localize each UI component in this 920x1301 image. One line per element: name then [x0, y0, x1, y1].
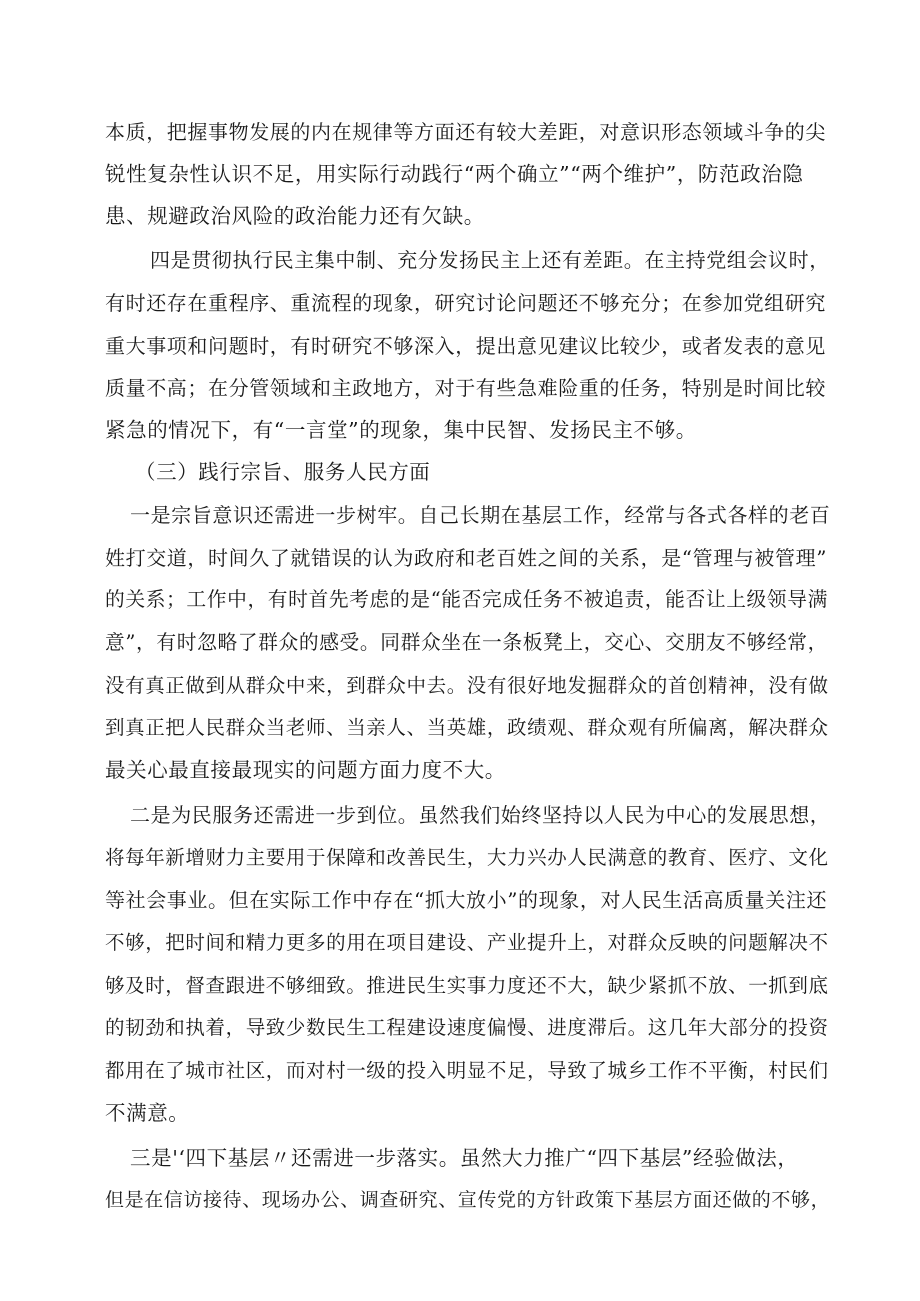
text-line-24: 不满意。 [105, 1101, 190, 1125]
section-heading: （三）践行宗旨、服务人民方面 [135, 460, 431, 484]
text-line-1: 本质，把握事物发展的内在规律等方面还有较大差距，对意识形态领域斗争的尖 [105, 120, 826, 144]
text-line-26: 但是在信访接待、现场办公、调查研究、宣传党的方针政策下基层方面还做的不够， [105, 1189, 831, 1211]
text-line-3: 患、规避政治风险的政治能力还有欠缺。 [105, 204, 485, 228]
text-line-16: 最关心最直接最现实的问题方面力度不大。 [105, 758, 506, 782]
text-line-17: 二是为民服务还需进一步到位。虽然我们始终坚持以人民为中心的发展思想， [130, 803, 831, 827]
text-line-25: 三是'‘四下基层〃还需进一步落实。虽然大力推广“四下基层”经验做法， [130, 1146, 799, 1170]
text-line-8: 紧急的情况下，有“一言堂”的现象，集中民智、发扬民主不够。 [105, 418, 697, 442]
text-line-13: 意”，有时忽略了群众的感受。同群众坐在一条板凳上，交心、交朋友不够经常， [105, 631, 828, 654]
text-line-11: 姓打交道，时间久了就错误的认为政府和老百姓之间的关系，是“管理与被管理” [105, 546, 828, 570]
text-line-15: 到真正把人民群众当老师、当亲人、当英雄，政绩观、群众观有所偏离，解决群众 [105, 716, 829, 739]
text-line-5: 有时还存在重程序、重流程的现象，研究讨论问题还不够充分；在参加党组研究 [105, 291, 826, 315]
text-line-19: 等社会事业。但在实际工作中存在“抓大放小”的现象，对人民生活高质量关注还 [105, 888, 828, 912]
text-line-6: 重大事项和问题时，有时研究不够深入，提出意见建议比较少，或者发表的意见 [105, 334, 826, 358]
text-line-7: 质量不高；在分管领域和主政地方，对于有些急难险重的任务，特别是时间比较 [105, 376, 826, 400]
text-line-22: 的韧劲和执着，导致少数民生工程建设速度偏慢、进度滞后。这几年大部分的投资 [105, 1016, 829, 1039]
text-line-20: 不够，把时间和精力更多的用在项目建设、产业提升上，对群众反映的问题解决不 [105, 931, 829, 954]
text-line-10: 一是宗旨意识还需进一步树牢。自己长期在基层工作，经常与各式各样的老百 [130, 503, 831, 527]
text-line-12: 的关系；工作中，有时首先考虑的是“能否完成任务不被追责，能否让上级领导满 [105, 588, 828, 611]
text-line-23: 都用在了城市社区，而对村一级的投入明显不足，导致了城乡工作不平衡，村民们 [105, 1059, 829, 1082]
text-line-2: 锐性复杂性认识不足，用实际行动践行“两个确立”“两个维护”，防范政治隐 [105, 162, 804, 186]
text-line-18: 将每年新增财力主要用于保障和改善民生，大力兴办人民满意的教育、医疗、文化 [105, 846, 829, 869]
text-line-4: 四是贯彻执行民主集中制、充分发扬民主上还有差距。在主持党组会议时， [150, 248, 830, 272]
text-line-14: 没有真正做到从群众中来，到群众中去。没有很好地发掘群众的首创精神，没有做 [105, 674, 829, 697]
text-line-21: 够及时，督查跟进不够细致。推进民生实事力度还不大，缺少紧抓不放、一抓到底 [105, 974, 829, 997]
